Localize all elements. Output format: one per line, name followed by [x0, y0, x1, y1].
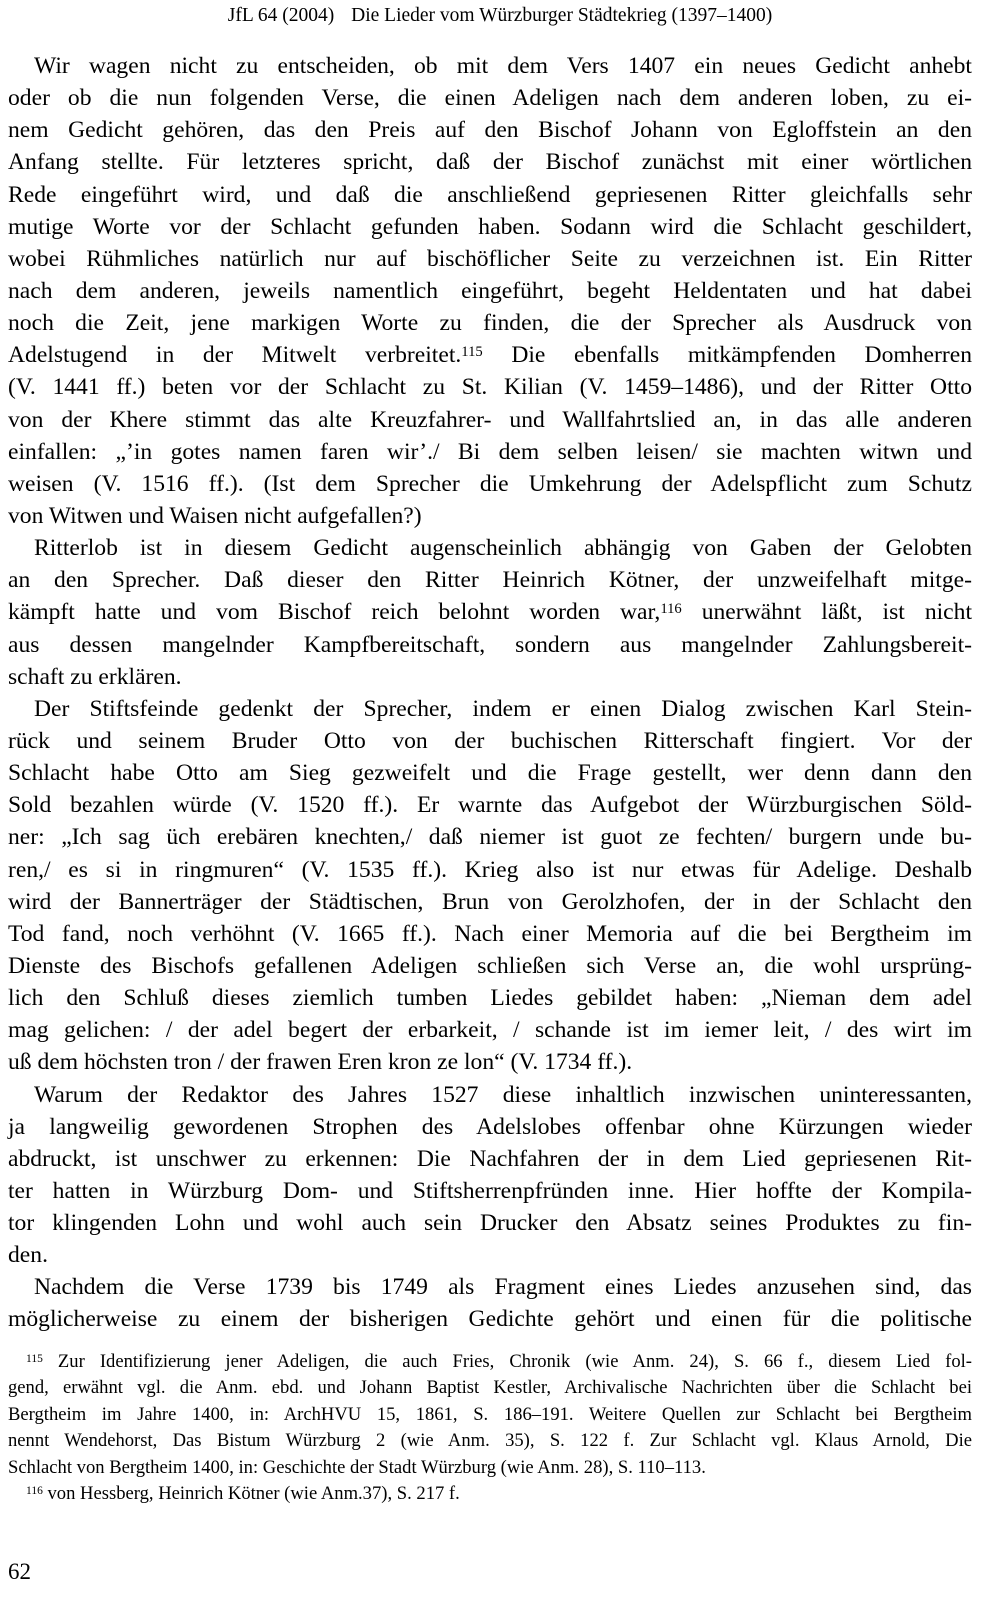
text-line: von Witwen und Waisen nicht aufgefallen?): [8, 502, 422, 529]
paragraph: [8, 1271, 972, 1335]
paragraph: [8, 693, 972, 1079]
footnote-line: [8, 1455, 972, 1481]
footnote-number: 115: [26, 1352, 43, 1365]
footnote: [8, 1481, 972, 1507]
text-line: nem Gedicht gehören, das den Preis auf den Bischof Johann von Egloffstein an den: [8, 117, 972, 144]
running-head-title: Die Lieder vom Würzburger Städtekrieg (1397–1400): [351, 5, 773, 26]
footnote: [8, 1349, 972, 1481]
text-line: [8, 596, 972, 628]
footnote-text: von Hessberg, Heinrich Kötner (wie Anm.37), S. 217 f.: [42, 1482, 460, 1504]
text-line: ren,/ es si in ringmuren“ (V. 1535 ff.). Krieg also ist nur etwas für Adelige. Deshalb: [8, 856, 972, 883]
text-line: den.: [8, 1242, 48, 1269]
body-text: [8, 50, 972, 1336]
text-line: nach dem anderen, jeweils namentlich eingeführt, begeht Heldentaten und hat dabei: [8, 277, 972, 304]
footnote-line: [8, 1349, 972, 1375]
paragraph: [8, 532, 972, 693]
text-line: (V. 1441 ff.) beten vor der Schlacht zu St. Kilian (V. 1459–1486), und der Ritter Otto: [8, 374, 972, 401]
text-line: Schlacht habe Otto am Sieg gezweifelt und die Frage gestellt, wer denn dann den: [8, 760, 972, 787]
running-head: [0, 4, 1000, 28]
text-line: rück und seinem Bruder Otto von der buchischen Ritterschaft fingiert. Vor der: [8, 727, 972, 754]
text-line: mag gelichen: / der adel begert der erbarkeit, / schande ist im iemer leit, / des wirt im: [8, 1017, 972, 1044]
text-line: abdruckt, ist unschwer zu erkennen: Die Nachfahren der in dem Lied gepriesenen Rit-: [8, 1145, 972, 1172]
running-head-journal: JfL 64 (2004): [227, 5, 335, 26]
footnote-text: Schlacht von Bergtheim 1400, in: Geschichte der Stadt Würzburg (wie Anm. 28), S. 110–113.: [8, 1456, 706, 1478]
text-line: Tod fand, noch verhöhnt (V. 1665 ff.). Nach einer Memoria auf die bei Bergtheim im: [8, 920, 972, 947]
text-line: oder ob die nun folgenden Verse, die einen Adeligen nach dem anderen loben, zu ei-: [8, 85, 972, 112]
text-segment: kämpft hatte und vom Bischof reich belohnt worden war,: [8, 599, 661, 626]
text-line: Nachdem die Verse 1739 bis 1749 als Fragment eines Liedes anzusehen sind, das: [34, 1274, 972, 1301]
text-line: von der Khere stimmt das alte Kreuzfahrer- und Wallfahrtslied an, in das alle anderen: [8, 406, 972, 433]
text-line: weisen (V. 1516 ff.). (Ist dem Sprecher die Umkehrung der Adelspflicht zum Schutz: [8, 470, 972, 497]
text-line: Ritterlob ist in diesem Gedicht augenscheinlich abhängig von Gaben der Gelobten: [34, 535, 972, 562]
text-line: ja langweilig gewordenen Strophen des Adelslobes offenbar ohne Kürzungen wieder: [8, 1113, 972, 1140]
text-line: wird der Bannerträger der Städtischen, Brun von Gerolzhofen, der in der Schlacht den: [8, 888, 972, 915]
paragraph: [8, 1079, 972, 1272]
footnote-text: Bergtheim im Jahre 1400, in: ArchHVU 15, 1861, S. 186–191. Weitere Quellen zur Schlacht bei Bergtheim: [8, 1403, 972, 1425]
text-line: einfallen: „’in gotes namen faren wir’./ Bi dem selben leisen/ sie machten witwn und: [8, 438, 972, 465]
text-line: an den Sprecher. Daß dieser den Ritter Heinrich Kötner, der unzweifelhaft mitge-: [8, 567, 972, 594]
text-line: ner: „Ich sag üch erebären knechten,/ daß niemer ist guot ze fechten/ burgern unde bu-: [8, 824, 972, 851]
text-line: Der Stiftsfeinde gedenkt der Sprecher, indem er einen Dialog zwischen Karl Stein-: [34, 695, 972, 722]
text-line: aus dessen mangelnder Kampfbereitschaft, sondern aus mangelnder Zahlungsbereit-: [8, 631, 972, 658]
text-segment: Die ebenfalls mitkämpfenden Domherren: [482, 342, 972, 369]
paragraph: [8, 50, 972, 532]
text-line: lich den Schluß dieses ziemlich tumben Liedes gebildet haben: „Nieman dem adel: [8, 985, 972, 1012]
footnote-line: [8, 1375, 972, 1401]
text-line: [8, 339, 972, 371]
footnote-reference: 115: [461, 343, 483, 360]
text-line: tor klingenden Lohn und wohl auch sein Drucker den Absatz seines Produktes zu fin-: [8, 1210, 972, 1237]
text-line: wobei Rühmliches natürlich nur auf bischöflicher Seite zu verzeichnen ist. Ein Ritter: [8, 245, 972, 272]
footnote-number: 116: [26, 1484, 43, 1497]
text-line: möglicherweise zu einem der bisherigen Gedichte gehört und einen für die politische: [8, 1306, 972, 1333]
footnote-line: [8, 1428, 972, 1454]
text-segment: unerwähnt läßt, ist nicht: [681, 599, 972, 626]
text-line: Anfang stellte. Für letzteres spricht, daß der Bischof zunächst mit einer wörtlichen: [8, 149, 972, 176]
text-line: schaft zu erklären.: [8, 663, 182, 690]
page-number: 62: [8, 1559, 31, 1584]
footnote-text: nennt Wendehorst, Das Bistum Würzburg 2 (wie Anm. 35), S. 122 f. Zur Schlacht vgl. Klaus Arnold, Die: [8, 1430, 972, 1452]
text-line: Sold bezahlen würde (V. 1520 ff.). Er warnte das Aufgebot der Würzburgischen Söld-: [8, 792, 972, 819]
footnote-text: gend, erwähnt vgl. die Anm. ebd. und Johann Baptist Kestler, Archivalische Nachrichten über die Schlacht bei: [8, 1377, 972, 1399]
text-line: ter hatten in Würzburg Dom- und Stiftsherrenpfründen inne. Hier hoffte der Kompila-: [8, 1177, 972, 1204]
text-segment: Adelstugend in der Mitwelt verbreitet.: [8, 342, 462, 369]
footnotes: [8, 1349, 972, 1507]
text-line: Dienste des Bischofs gefallenen Adeligen schließen sich Verse an, die wohl ursprüng-: [8, 952, 972, 979]
text-line: mutige Worte vor der Schlacht gefunden haben. Sodann wird die Schlacht geschildert,: [8, 213, 972, 240]
text-line: Wir wagen nicht zu entscheiden, ob mit dem Vers 1407 ein neues Gedicht anhebt: [34, 53, 972, 79]
text-line: noch die Zeit, jene markigen Worte zu finden, die der Sprecher als Ausdruck von: [8, 310, 972, 337]
footnote-line: [8, 1402, 972, 1428]
footnote-line: [8, 1481, 972, 1507]
text-line: Warum der Redaktor des Jahres 1527 diese inhaltlich inzwischen uninteressanten,: [34, 1081, 972, 1108]
footnote-text: Zur Identifizierung jener Adeligen, die auch Fries, Chronik (wie Anm. 24), S. 66 f., diesem Lied fol-: [42, 1351, 972, 1372]
text-line: Rede eingeführt wird, und daß die anschließend gepriesenen Ritter gleichfalls sehr: [8, 181, 972, 208]
footnote-reference: 116: [660, 600, 682, 617]
text-line: uß dem höchsten tron / der frawen Eren kron ze lon“ (V. 1734 ff.).: [8, 1049, 633, 1076]
